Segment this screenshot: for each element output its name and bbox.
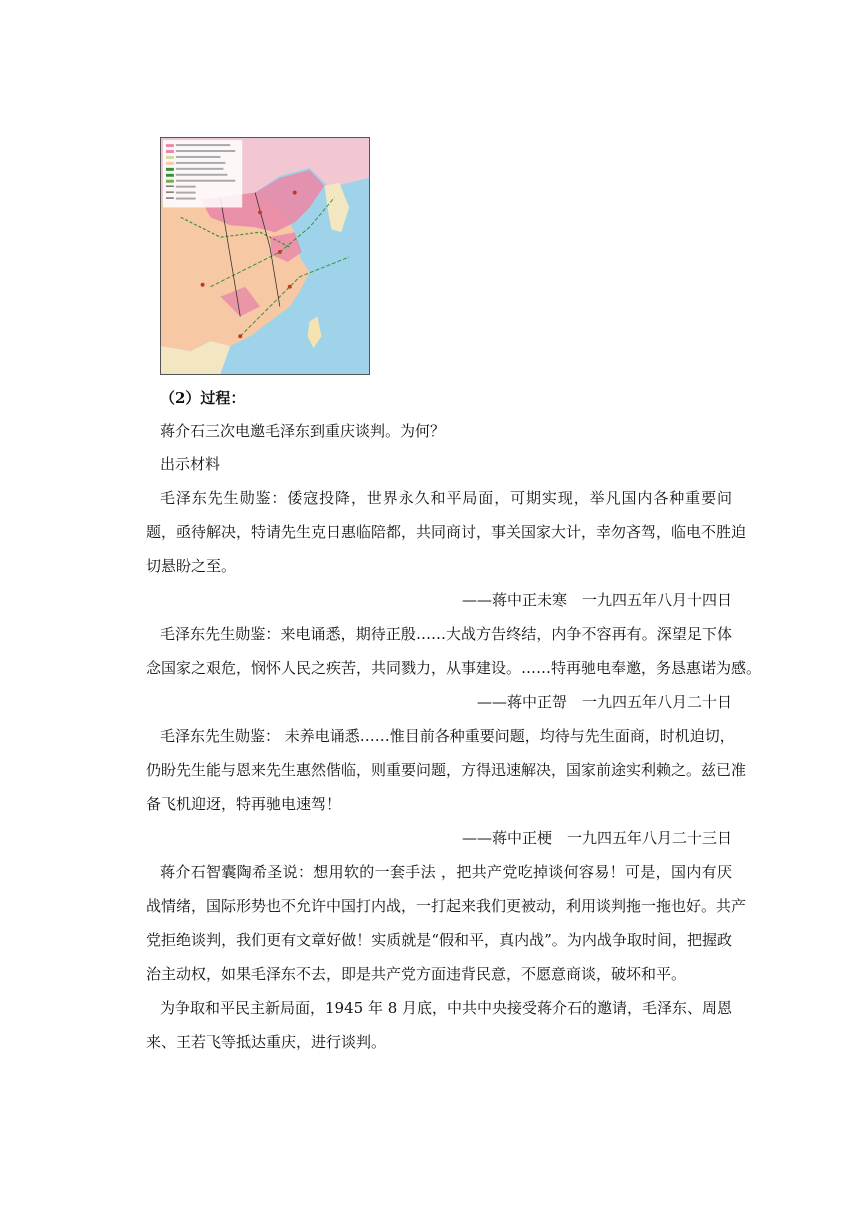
section-heading: （2）过程： — [160, 389, 246, 407]
telegram3-line2: 仍盼先生能与恩来先生惠然偕临，则重要问题，方得迅速解决，国家前途实利赖之。兹已准 — [146, 761, 747, 779]
telegram3-signature: ——蒋中正梗 一九四五年八月二十三日 — [461, 829, 732, 847]
telegram3-line1: 毛泽东先生勋鉴： 未养电诵悉……惟目前各种重要问题，均待与先生面商，时机迫切， — [160, 727, 735, 745]
analysis-line3: 党拒绝谈判，我们更有文章好做！实质就是“假和平，真内战”。为内战争取时间，把握政 — [146, 931, 732, 949]
telegram3-line3: 备飞机迎迓，特再驰电速驾！ — [146, 795, 342, 813]
conclusion-line1: 为争取和平民主新局面，1945 年 8 月底，中共中央接受蒋介石的邀请，毛泽东、周恩 — [160, 999, 733, 1017]
telegram1-signature: ——蒋中正未寒 一九四五年八月十四日 — [461, 591, 732, 609]
telegram2-line2: 念国家之艰危，悯怀人民之疾苦，共同戮力，从事建设。……特再驰电奉邀，务恳惠诺为感。 — [146, 659, 762, 677]
telegram2-line1: 毛泽东先生勋鉴：来电诵悉，期待正殷……大战方告终结，内争不容再有。深望足下体 — [160, 625, 732, 643]
map-figure — [160, 137, 370, 375]
telegram1-line3: 切悬盼之至。 — [146, 557, 237, 575]
question-text: 蒋介石三次电邀毛泽东到重庆谈判。为何？ — [160, 422, 446, 440]
telegram1-line1: 毛泽东先生勋鉴：倭寇投降，世界永久和平局面，可期实现，举凡国内各种重要问 — [160, 489, 732, 507]
telegram1-line2: 题，亟待解决，特请先生克日惠临陪都，共同商讨，事关国家大计，幸勿吝驾，临电不胜迫 — [146, 523, 747, 541]
analysis-line1: 蒋介石智囊陶希圣说：想用软的一套手法 ，把共产党吃掉谈何容易！可是，国内有厌 — [160, 863, 732, 881]
telegram2-signature: ——蒋中正哿 一九四五年八月二十日 — [476, 693, 732, 711]
material-label: 出示材料 — [160, 455, 221, 473]
analysis-line2: 战情绪，国际形势也不允许中国打内战，一打起来我们更被动，利用谈判拖一拖也好。共产 — [146, 897, 747, 915]
map-image — [161, 138, 369, 374]
analysis-line4: 治主动权，如果毛泽东不去，即是共产党方面违背民意，不愿意商谈，破坏和平。 — [146, 965, 687, 983]
conclusion-line2: 来、王若飞等抵达重庆，进行谈判。 — [146, 1033, 387, 1051]
